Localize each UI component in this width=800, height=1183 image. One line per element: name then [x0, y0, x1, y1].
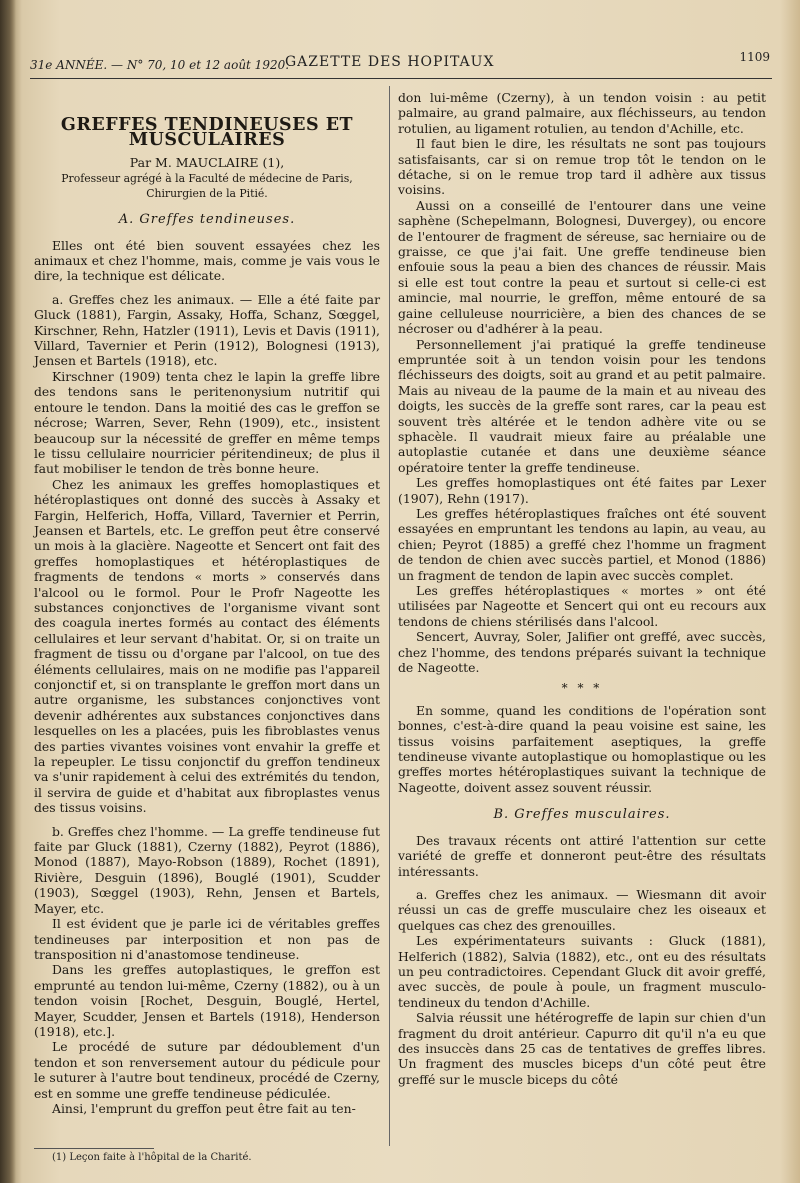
paragraph: Dans les greffes autoplastiques, le greffon est emprunté au tendon lui-même, Czerny (1882), ou à un tendon voisin [Rochet, Desguin, Bouglé, Hertel, Mayer, Scudder, Jensen et Bartels (1918), Henderson (1918), etc.]. [34, 962, 380, 1039]
right-column [398, 90, 766, 1087]
paragraph: Les expérimentateurs suivants : Gluck (1881), Helferich (1882), Salvia (1882), etc., ont eu des résultats un peu contradictoires. Cependant Gluck dit avoir greffé, avec succès, de poule à poule, un fragment musculo-tendineux du tendon d'Achille. [398, 933, 766, 1010]
author-affiliation-2: Chirurgien de la Pitié. [146, 187, 268, 201]
paragraph: Les greffes hétéroplastiques fraîches ont été souvent essayées en empruntant les tendons au lapin, au veau, au chien; Peyrot (1885) a greffé chez l'homme un fragment de tendon de chien avec succès partiel, et Monod (1886) un fragment de tendon de lapin avec succès complet. [398, 505, 766, 583]
paragraph: Kirschner (1909) tenta chez le lapin la greffe libre des tendons sans le peritenonysium nutritif qui entoure le tendon. Dans la moitié des cas le greffon se nécrose; Warren, Sever, Rehn (1909), etc., insistent beaucoup sur la nécessité de greffer en même temps le tissu cellulaire nourricier péritendineux; de plus il faut mobiliser le tendon de très bonne heure. [34, 368, 380, 477]
header-rule [30, 78, 772, 79]
paragraph: Des travaux récents ont attiré l'attention sur cette variété de greffe et donneront peut-être des résultats intéressants. [398, 832, 766, 879]
issue-line: 31e ANNÉE. — N° 70, 10 et 12 août 1920. [30, 58, 290, 72]
paragraph: Il faut bien le dire, les résultats ne sont pas toujours satisfaisants, car si on remue trop tôt le tendon on le détache, si on le remue trop tard il adhère aux tissus voisins. [398, 136, 766, 198]
footnote: (1) Leçon faite à l'hôpital de la Charité. [52, 1152, 252, 1163]
paragraph: Sencert, Auvray, Soler, Jalifier ont greffé, avec succès, chez l'homme, des tendons préparés suivant la technique de Nageotte. [398, 629, 766, 676]
paragraph: Aussi on a conseillé de l'entourer dans une veine saphène (Schepelmann, Bolognesi, Duvergey), ou encore de l'entourer de fragment de séreuse, sac herniaire ou de graisse, ce que j'ai fait. Une greffe tendineuse bien enfouie sous la peau a bien des chances de réussir. Mais si elle est tout contre la peau et surtout si celle-ci est amincie, mal nourrie, le greffon, même entouré de sa gaine celluleuse nourricière, a bien des chances de se nécroser ou d'adhérer à la peau. [398, 197, 766, 337]
page-header [30, 50, 770, 78]
article-title: GREFFES TENDINEUSES ET MUSCULAIRES [60, 115, 354, 151]
book-spine-shadow [0, 0, 16, 1183]
paragraph: a. Greffes chez les animaux. — Wiesmann dit avoir réussi un cas de greffe musculaire chez les oiseaux et quelques cas chez des grenouilles. [398, 886, 766, 933]
page-number: 1109 [739, 50, 770, 64]
author-affiliation-1: Professeur agrégé à la Faculté de médecine de Paris, [61, 172, 353, 186]
paragraph: Les greffes homoplastiques ont été faites par Lexer (1907), Rehn (1917). [398, 475, 766, 506]
paragraph: Salvia réussit une hétérogreffe de lapin sur chien d'un fragment du droit antérieur. Capurro dit qu'il n'a eu que des insuccès dans 25 cas de tentatives de greffes libres. Un fragment des muscles biceps d'un côté peut être greffé sur le muscle biceps du côté [398, 1010, 766, 1087]
paragraph: Chez les animaux les greffes homoplastiques et hétéroplastiques ont donné des succès à Assaky et Fargin, Helferich, Hoffa, Villard, Tavernier et Perrin, Jeansen et Bartels, etc. Le greffon peut être conservé un mois à la glacière. Nageotte et Sencert ont fait des greffes homoplastiques et hétéroplastiques de fragments de tendons « morts » conservés dans l'alcool ou le formol. Pour le Profr Nageotte les substances conjonctives de l'organisme vivant sont des coagula inertes formés au contact des éléments cellulaires et leur servant d'habitat. Or, si on traite un fragment de tissu ou d'organe par l'alcool, on tue des éléments cellulaires, mais on ne modifie pas l'appareil conjonctif et, si on transplante le greffon mort dans un autre organisme, les substances conjonctives vont devenir adhérentes aux substances conjonctives dans lesquelles on les a placées, puis les fibroblastes venus des parties vivantes voisines vont envahir la greffe et la repeupler. Le tissu conjonctif du greffon tendineux va s'unir rapidement à celui des extrémités du tendon, il servira de guide et d'habitat aux fibroplastes venus des tissus voisins. [34, 476, 380, 816]
paragraph: Les greffes hétéroplastiques « mortes » ont été utilisées par Nageotte et Sencert qui ont eu recours aux tendons de chiens stérilisés dans l'alcool. [398, 583, 766, 629]
section-heading-b: B. Greffes musculaires. [493, 807, 671, 823]
journal-title: GAZETTE DES HOPITAUX [285, 54, 495, 70]
paragraph: Il est évident que je parle ici de véritables greffes tendineuses par interposition et non pas de transposition ni d'anastomose tendineuse. [34, 916, 380, 962]
footnote-rule [34, 1148, 154, 1149]
section-heading-a: A. Greffes tendineuses. [118, 212, 296, 228]
column-divider [389, 86, 390, 1146]
left-column [34, 90, 380, 1116]
section-separator-stars: * * * [561, 681, 603, 696]
paragraph: Ainsi, l'emprunt du greffon peut être fait au ten- [52, 1100, 356, 1116]
paragraph: En somme, quand les conditions de l'opération sont bonnes, c'est-à-dire quand la peau voisine est saine, les tissus voisins parfaitement aseptiques, la greffe tendineuse vivante autoplastique ou homoplastique ou les greffes mortes hétéroplastiques suivant la technique de Nageotte, doivent assez souvent réussir. [398, 702, 766, 795]
article-author: Par M. MAUCLAIRE (1), [129, 154, 285, 170]
paragraph: don lui-même (Czerny), à un tendon voisin : au petit palmaire, au grand palmaire, aux fléchisseurs, au tendon rotulien, au ligament rotulien, au tendon d'Achille, etc. [398, 90, 766, 136]
paragraph: Elles ont été bien souvent essayées chez les animaux et chez l'homme, mais, comme je vais vous le dire, la technique est délicate. [34, 237, 380, 284]
paragraph: Personnellement j'ai pratiqué la greffe tendineuse empruntée soit à un tendon voisin pour les tendons fléchisseurs des doigts, soit au grand et au petit palmaire. Mais au niveau de la paume de la main et au niveau des doigts, les succès de la greffe sont rares, car la peau est souvent très altérée et le tendon adhère vite ou se sphacèle. Il vaudrait mieux faire au préalable une autoplastie cutanée et dans une deuxième séance opératoire tenter la greffe tendineuse. [398, 336, 766, 475]
paragraph: Le procédé de suture par dédoublement d'un tendon et son renversement autour du pédicule pour le suturer à l'autre bout tendineux, procédé de Czerny, est en somme une greffe tendineuse pédiculée. [34, 1039, 380, 1101]
paragraph: a. Greffes chez les animaux. — Elle a été faite par Gluck (1881), Fargin, Assaky, Hoffa, Schanz, Sœggel, Kirschner, Rehn, Hatzler (1911), Levis et Davis (1911), Villard, Tavernier et Perin (1912), Bolognesi (1913), Jensen et Bartels (1918), etc. [34, 291, 380, 369]
paragraph: b. Greffes chez l'homme. — La greffe tendineuse fut faite par Gluck (1881), Czerny (1882), Peyrot (1886), Monod (1887), Mayo-Robson (1889), Rochet (1891), Rivière, Desguin (1896), Bouglé (1901), Scudder (1903), Sœggel (1903), Rehn, Jensen et Bartels, Mayer, etc. [34, 823, 380, 916]
